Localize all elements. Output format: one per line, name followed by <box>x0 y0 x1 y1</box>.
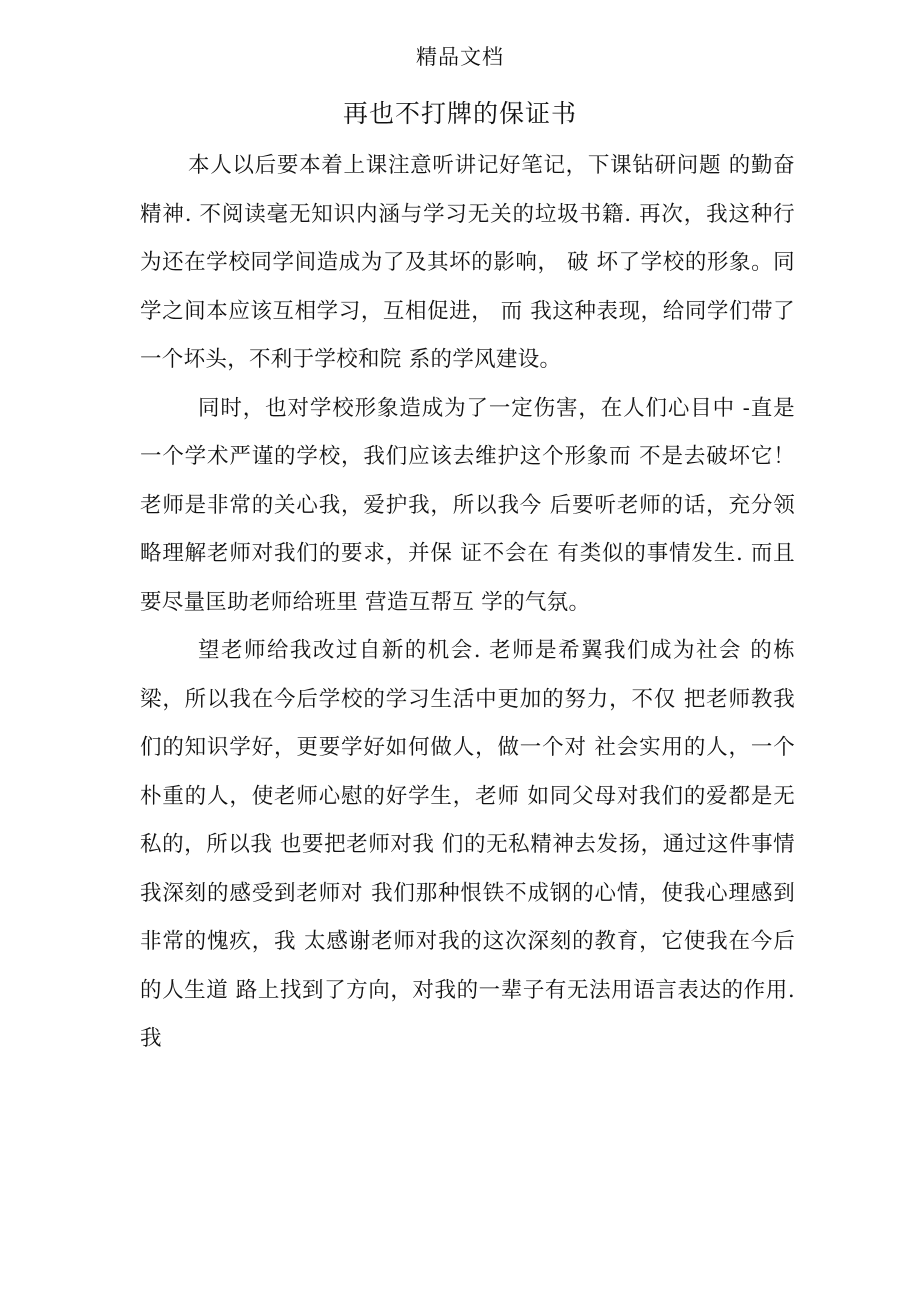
paragraph-1: 本人以后要本着上课注意听讲记好笔记，下课钻研问题 的勤奋精神. 不阅读毫无知识内涵与学习无关的垃圾书籍. 再次，我这种行为还在学校同学间造成为了及其坏的影响， 破 坏了学校的形象。同学之间本应该互相学习，互相促进， 而 我这种表现，给同学们带了一个坏头，不利于学校和院 系的学风建设。 <box>140 153 795 372</box>
document-body <box>140 142 795 1064</box>
paragraph-2: 同时，也对学校形象造成为了一定伤害，在人们心目中 -直是一个学术严谨的学校，我们应该去维护这个形象而 不是去破坏它！老师是非常的关心我，爱护我，所以我今 后要听老师的话，充分领略理解老师对我们的要求，并保 证不会在 有类似的事情发生. 而且要尽量匡助老师给班里 营造互帮互 学的气氛。 <box>140 395 795 615</box>
document-title: 再也不打牌的保证书 <box>342 99 577 128</box>
paragraph-3: 望老师给我改过自新的机会. 老师是希翼我们成为社会 的栋梁，所以我在今后学校的学习生活中更加的努力，不仅 把老师教我们的知识学好，更要学好如何做人，做一个对 社会实用的人，一个朴重的人，使老师心慰的好学生，老师 如同父母对我们的爱都是无私的，所以我 也要把老师对我 们的无私精神去发扬，通过这件事情我深刻的感受到老师对 我们那种恨铁不成钢的心情，使我心理感到非常的愧疚，我 太感谢老师对我的这次深刻的教育，它使我在今后的人生道 路上找到了方向，对我的一辈子有无法用语言表达的作用. 我 <box>140 638 795 1051</box>
page-header: 精品文档 <box>416 45 504 69</box>
